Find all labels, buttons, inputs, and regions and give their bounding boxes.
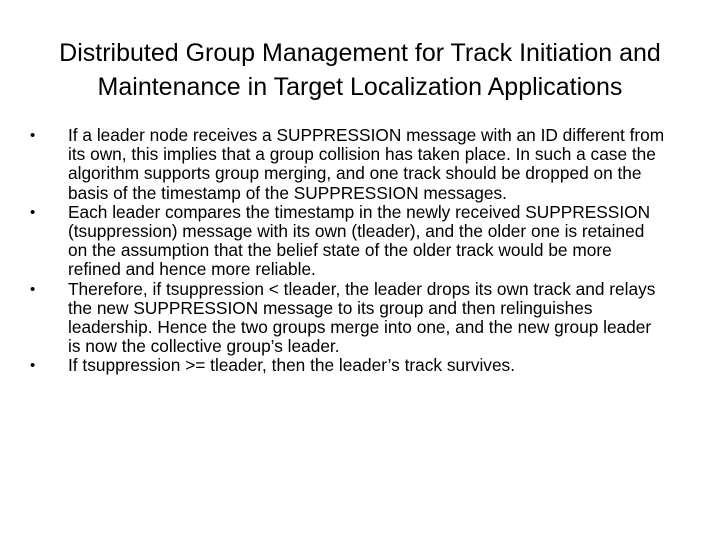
bullet-item — [28, 126, 668, 203]
slide-title — [0, 36, 720, 104]
bullet-dot-icon: • — [30, 280, 36, 298]
slide-title-line-1: Distributed Group Management for Track Initiation and — [59, 39, 661, 67]
bullet-dot-icon: • — [30, 357, 36, 375]
bullet-item — [28, 203, 668, 280]
bullet-text: If tsuppression >= tleader, then the leader’s track survives. — [68, 355, 516, 376]
bullet-dot-icon: • — [30, 203, 36, 221]
bullet-list — [28, 126, 668, 376]
bullet-item — [28, 356, 668, 375]
bullet-item — [28, 280, 668, 357]
bullet-text: Each leader compares the timestamp in the newly received SUPPRESSION (tsuppression) message with its own (tleader), and the older one is retained on the assumption that the belief state of the older track would be more refined and hence more reliable. — [68, 201, 651, 280]
bullet-text: Therefore, if tsuppression < tleader, the leader drops its own track and relays the new SUPPRESSION message to its group and then relinguishes leadership. Hence the two groups merge into one, and the new group leader is now the collective group’s leader. — [68, 278, 656, 357]
bullet-text: If a leader node receives a SUPPRESSION message with an ID different from its own, this implies that a group collision has taken place. In such a case the algorithm supports group merging, and one track should be dropped on the basis of the timestamp of the SUPPRESSION messages. — [68, 125, 665, 203]
bullet-dot-icon: • — [30, 127, 36, 144]
slide-title-line-2: Maintenance in Target Localization Applications — [97, 73, 623, 101]
